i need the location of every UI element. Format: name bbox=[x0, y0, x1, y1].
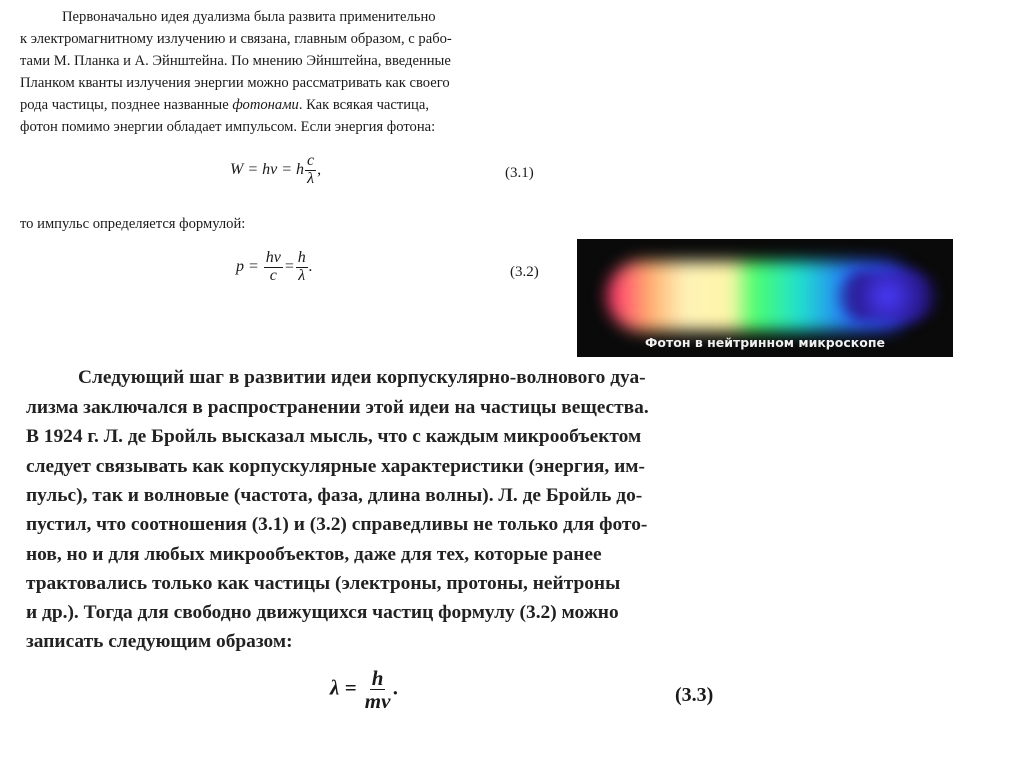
formula-3-1 bbox=[230, 153, 321, 188]
excerpt2-line-10: записать следующим образом: bbox=[26, 631, 293, 652]
formula-3-3-denominator: mν bbox=[364, 689, 391, 714]
excerpt2-line-6: пустил, что соотношения (3.1) и (3.2) справедливы не только для фото- bbox=[26, 514, 648, 535]
formula-3-3 bbox=[330, 667, 399, 712]
excerpt2-line-2: лизма заключался в распространении этой идеи на частицы вещества. bbox=[26, 397, 649, 418]
photon-photo bbox=[577, 239, 953, 357]
formula-3-2-tail: . bbox=[308, 257, 313, 275]
photo-caption: Фотон в нейтринном микроскопе bbox=[645, 335, 885, 350]
formula-3-3-numerator: h bbox=[371, 666, 384, 690]
excerpt1-intro-2: то импульс определяется формулой: bbox=[20, 216, 246, 232]
excerpt1-line-1: Первоначально идея дуализма была развита применительно bbox=[62, 9, 436, 25]
formula-3-2-fraction-2 bbox=[296, 250, 308, 285]
text-excerpt-2 bbox=[0, 355, 740, 765]
equation-number-3-3: (3.3) bbox=[675, 684, 714, 706]
excerpt2-line-4: следует связывать как корпускулярные характеристики (энергия, им- bbox=[26, 456, 645, 477]
formula-3-2-numerator-1: hν bbox=[265, 249, 281, 266]
formula-3-2-left: p = bbox=[236, 257, 259, 275]
formula-3-1-left: W = hν = h bbox=[230, 160, 305, 178]
excerpt1-line-5 bbox=[20, 94, 429, 116]
excerpt1-line-4: Планком кванты излучения энергии можно рассматривать как своего bbox=[20, 75, 450, 91]
equation-number-3-1: (3.1) bbox=[505, 165, 534, 181]
formula-3-3-fraction bbox=[363, 667, 393, 712]
excerpt2-line-1: Следующий шаг в развитии идеи корпускулярно-волнового дуа- bbox=[78, 367, 646, 388]
formula-3-2-denominator-1: c bbox=[269, 266, 277, 284]
equation-number-3-2: (3.2) bbox=[510, 264, 539, 280]
excerpt2-line-8: трактовались только как частицы (электроны, протоны, нейтроны bbox=[26, 573, 621, 594]
excerpt2-line-7: нов, но и для любых микрообъектов, даже для тех, которые ранее bbox=[26, 544, 602, 565]
formula-3-1-numerator: c bbox=[307, 152, 315, 169]
formula-3-2-numerator-2: h bbox=[297, 249, 306, 266]
formula-3-1-tail: , bbox=[317, 160, 322, 178]
formula-3-2-denominator-2: λ bbox=[298, 266, 306, 284]
formula-3-2 bbox=[236, 250, 313, 285]
excerpt1-line-5-end: . Как всякая частица, bbox=[298, 97, 429, 113]
text-excerpt-1 bbox=[0, 0, 560, 330]
formula-3-1-fraction bbox=[305, 153, 316, 188]
excerpt2-line-5: пульс), так и волновые (частота, фаза, длина волны). Л. де Бройль до- bbox=[26, 485, 643, 506]
excerpt1-line-3: тами М. Планка и А. Эйнштейна. По мнению Эйнштейна, введенные bbox=[20, 53, 451, 69]
excerpt2-line-3: В 1924 г. Л. де Бройль высказал мысль, что с каждым микрообъектом bbox=[26, 426, 642, 447]
excerpt1-line-5-start: рода частицы, позднее названные bbox=[20, 97, 229, 113]
excerpt1-line-6: фотон помимо энергии обладает импульсом. Если энергия фотона: bbox=[20, 119, 436, 135]
formula-3-2-fraction-1 bbox=[264, 250, 283, 285]
formula-3-3-left: λ = bbox=[330, 675, 357, 700]
formula-3-3-tail: . bbox=[393, 675, 399, 700]
formula-3-2-equals: = bbox=[283, 257, 295, 275]
excerpt2-line-9: и др.). Тогда для свободно движущихся частиц формулу (3.2) можно bbox=[26, 602, 619, 623]
excerpt1-line-2: к электромагнитному излучению и связана, главным образом, с рабо- bbox=[20, 31, 452, 47]
photon-glow-blue bbox=[837, 271, 937, 321]
term-photons: фотонами bbox=[232, 97, 299, 113]
formula-3-1-denominator: λ bbox=[307, 169, 315, 187]
